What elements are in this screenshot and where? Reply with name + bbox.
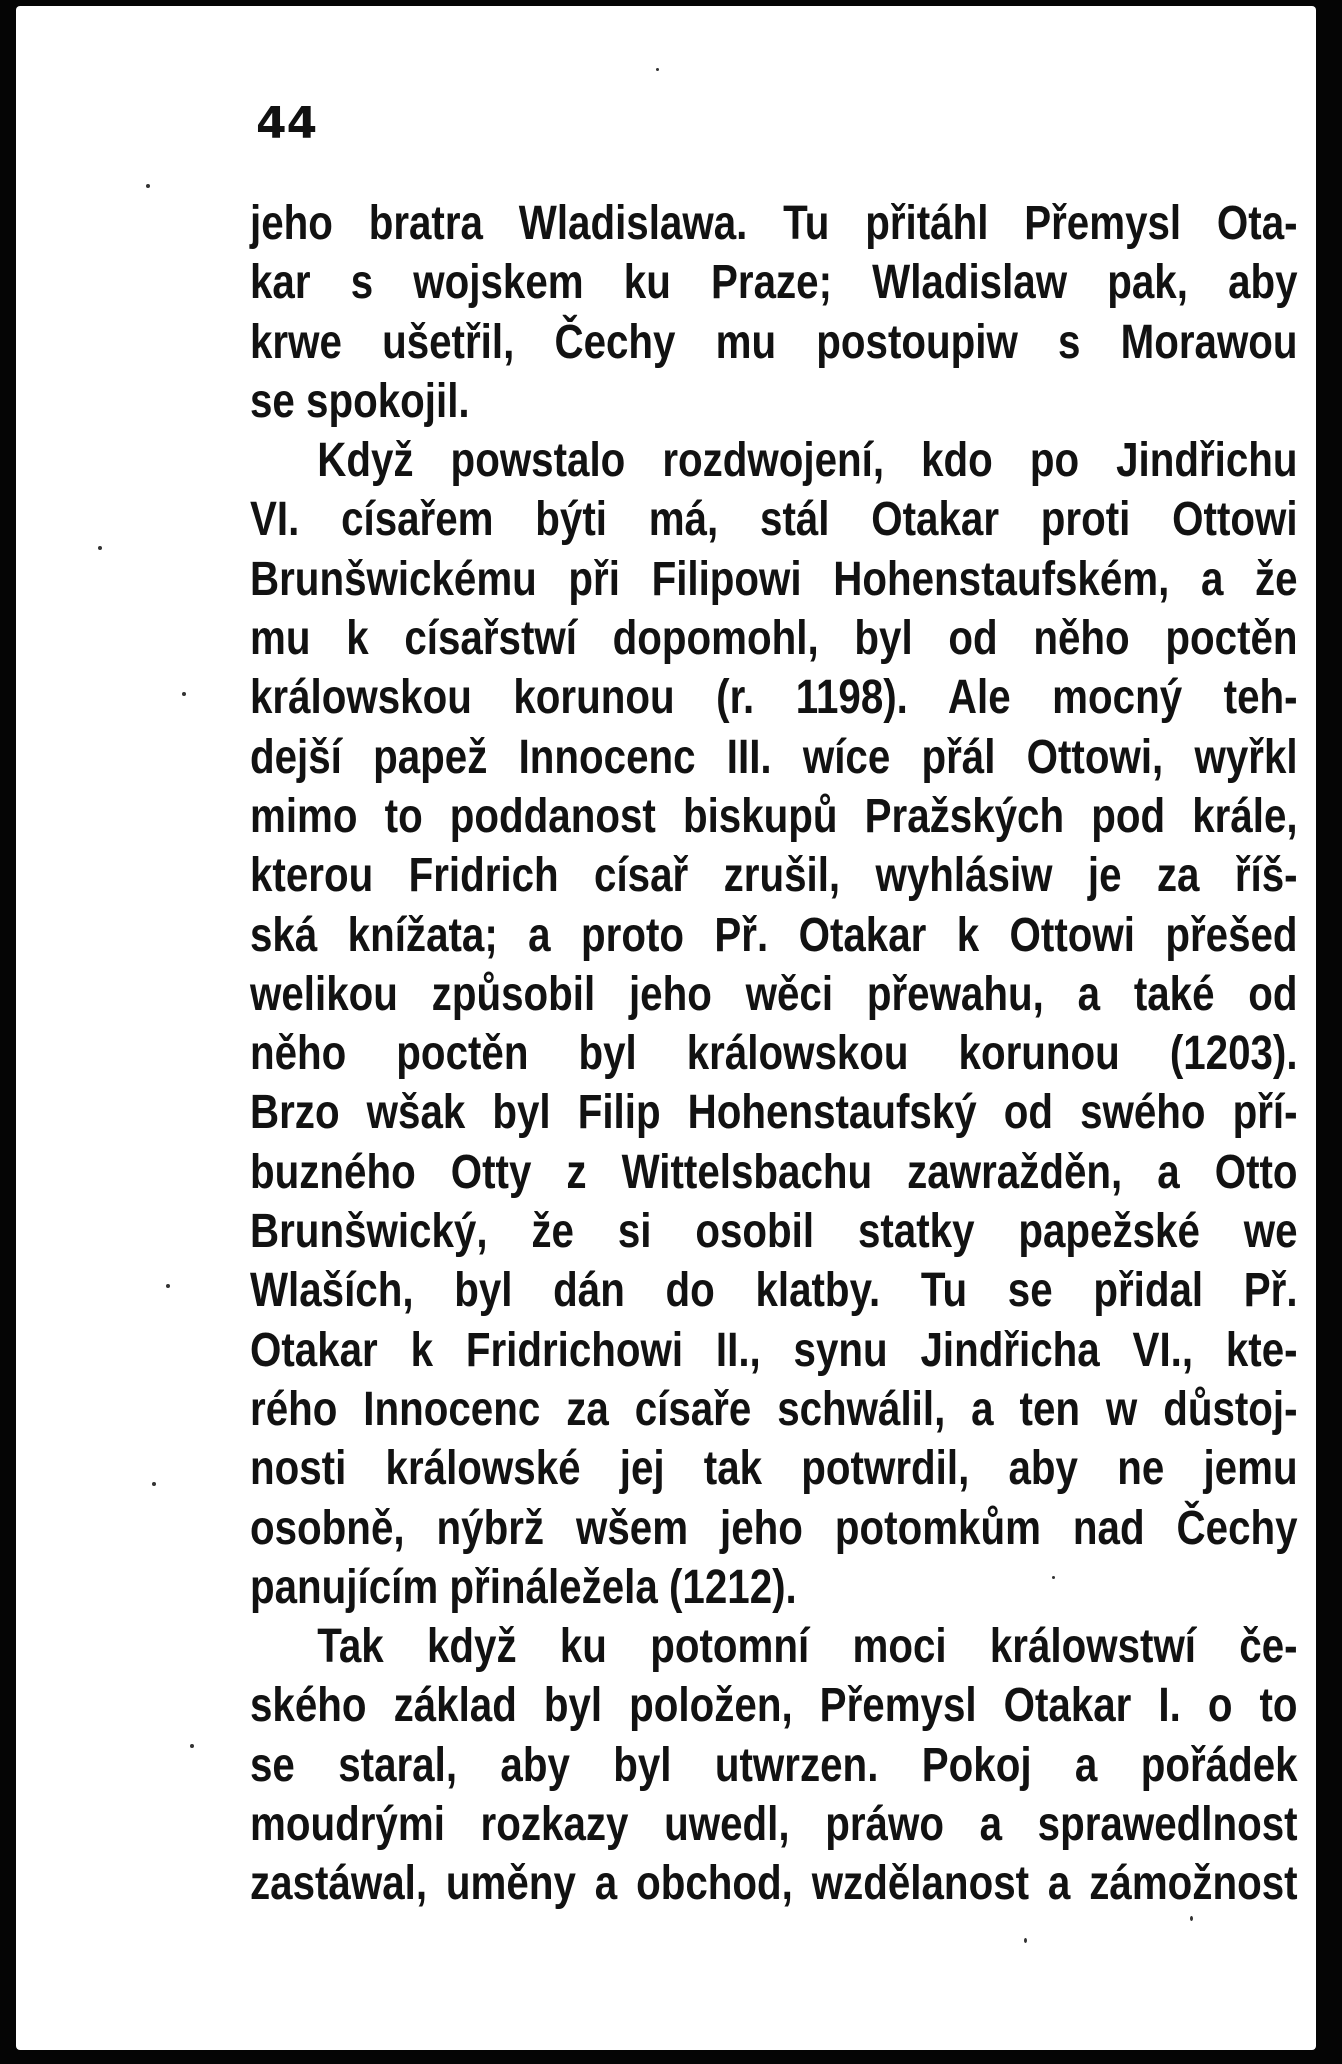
ink-speck [98,546,102,550]
text-line: Když powstalo rozdwojení, kdo po Jindřichu [317,434,1298,488]
book-page [16,6,1316,2050]
text-line: buzného Otty z Wittelsbachu zawražděn, a Otto [250,1145,1298,1199]
text-line: jeho bratra Wladislawa. Tu přitáhl Přemysl Ota- [250,197,1298,250]
text-line: moudrými rozkazy uwedl, práwo a sprawedlnost [250,1798,1298,1852]
ink-speck [152,1482,156,1486]
text-line: Otakar k Fridrichowi II., synu Jindřicha VI., kte- [250,1323,1298,1377]
body-text [250,194,1298,1914]
page-number: 44 [256,98,318,149]
ink-speck [190,1744,194,1748]
text-line: mimo to poddanost biskupů Pražských pod krále, [250,789,1298,843]
text-line: se spokojil. [250,374,470,428]
ink-speck [656,68,659,71]
text-line: dejší papež Innocenc III. wíce přál Ottowi, wyřkl [250,730,1298,784]
text-line: ského základ byl položen, Přemysl Otakar I. o to [250,1679,1298,1733]
text-line: Wlaších, byl dán do klatby. Tu se přidal Př. [250,1264,1298,1318]
text-line: osobně, nýbrž wšem jeho potomkům nad Čechy [250,1501,1298,1555]
text-line: Brunšwický, že si osobil statky papežské we [250,1205,1298,1259]
ink-speck [1052,1576,1055,1579]
text-line: nosti králowské jej tak potwrdil, aby ne jemu [250,1442,1298,1496]
ink-speck [146,184,150,188]
text-line: Tak když ku potomní moci králowstwí če- [317,1620,1298,1674]
text-line: krwe ušetřil, Čechy mu postoupiw s Morawou [250,315,1298,369]
text-line: VI. císařem býti má, stál Otakar proti Ottowi [250,493,1298,547]
text-line: rého Innocenc za císaře schwálil, a ten w důstoj- [250,1382,1298,1436]
text-line: zastáwal, uměny a obchod, wzdělanost a zámožnost [250,1857,1298,1911]
text-line: mu k císařstwí dopomohl, byl od něho poctěn [250,612,1298,666]
text-line: Brzo wšak byl Filip Hohenstaufský od swého pří- [250,1086,1298,1140]
ink-speck [166,1284,170,1288]
text-line: kar s wojskem ku Praze; Wladislaw pak, aby [250,256,1298,310]
text-line: panujícím přináležela (1212). [250,1560,797,1614]
text-line: kterou Fridrich císař zrušil, wyhlásiw je za říš- [250,849,1298,903]
text-line: welikou způsobil jeho wěci přewahu, a také od [250,967,1298,1021]
text-line: se staral, aby byl utwrzen. Pokoj a pořádek [250,1738,1298,1792]
ink-speck [182,692,186,696]
text-line: něho poctěn byl králowskou korunou (1203). [250,1027,1298,1081]
ink-speck [1024,1938,1027,1943]
text-line: ská knížata; a proto Př. Otakar k Ottowi přešed [250,908,1298,962]
text-line: Brunšwickému při Filipowi Hohenstaufském, a že [250,552,1298,606]
ink-speck [1190,1916,1193,1921]
text-line: králowskou korunou (r. 1198). Ale mocný teh- [250,671,1298,725]
